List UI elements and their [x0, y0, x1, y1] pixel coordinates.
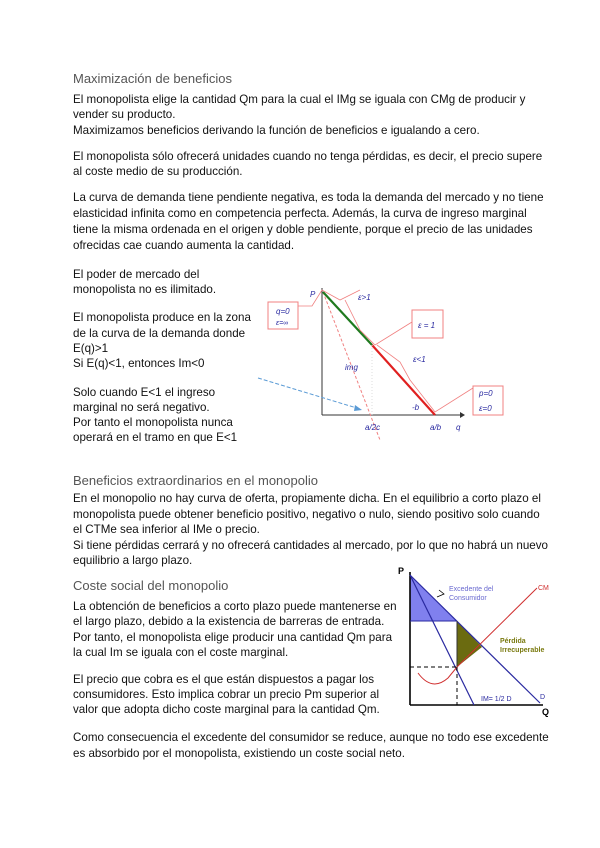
label-a2c: a/2c	[365, 423, 381, 432]
text-line: marginal no será negativo.	[73, 401, 210, 414]
text-line: El monopolista produce en la zona	[73, 311, 251, 324]
heading-coste-social: Coste social del monopolio	[73, 578, 229, 593]
label-e-gt1: ε>1	[358, 293, 371, 302]
text-line: operará en el tramo en que E<1	[73, 431, 238, 444]
text-line: La curva de demanda tiene pendiente negativa, es toda la demanda del mercado y no tiene	[73, 191, 544, 204]
label-e-lt1: ε<1	[413, 355, 426, 364]
label-e1: ε = 1	[418, 321, 436, 330]
text-line: elasticidad infinita como en competencia perfecta. Además, la curva de ingreso marginal	[73, 207, 527, 220]
axis-label-q: Q	[542, 707, 550, 717]
label-ab: a/b	[430, 423, 442, 432]
heading-maximizacion: Maximización de beneficios	[73, 71, 232, 86]
axis-label-q: q	[456, 423, 461, 432]
text-line: vender su producto.	[73, 108, 176, 121]
text-line: consumidores. Esto implica cobrar un precio Pm superior al	[73, 688, 380, 701]
label-d: D	[540, 694, 546, 701]
text-line: el CTMe sea inferior al IMe o precio.	[73, 523, 260, 536]
text-line: Por tanto el monopolista nunca	[73, 416, 233, 429]
text-line: E(q)>1	[73, 342, 109, 355]
text-line: Por tanto, el monopolista elige producir una cantidad Qm para	[73, 631, 393, 644]
text-line: Solo cuando E<1 el ingreso	[73, 386, 216, 399]
demand-elasticity-diagram	[255, 282, 505, 442]
text-line: monopolista puede obtener beneficio positivo, negativo o nulo, siendo positivo solo cuando	[73, 508, 540, 521]
label-im: IM= 1/2 D	[481, 696, 512, 703]
text-line: equilibrio a largo plazo.	[73, 554, 193, 567]
text-line: Como consecuencia el excedente del consumidor se reduce, aunque no todo ese excedente	[73, 731, 549, 744]
label-img: img	[345, 363, 358, 372]
label-neg-b: -b	[412, 403, 420, 412]
text-line: La obtención de beneficios a corto plazo puede mantenerse en	[73, 600, 397, 613]
text-line: En el monopolio no hay curva de oferta, propiamente dicha. En el equilibrio a corto plazo el	[73, 492, 541, 505]
label-excedente-1: Excedente del	[449, 586, 494, 593]
label-cm: CM	[538, 585, 549, 592]
label-q0: q=0	[276, 307, 290, 316]
text-line: El poder de mercado del	[73, 268, 200, 281]
text-line: la cual Im se iguala con el coste marginal.	[73, 646, 289, 659]
text-line: tiene la misma ordenada en el origen y doble pendiente, porque el precio de las unidades	[73, 223, 533, 236]
text-line: Si tiene pérdidas cerrará y no ofrecerá cantidades al mercado, por lo que no habrá un nuevo	[73, 539, 548, 552]
label-perdida-2: Irrecuperable	[500, 647, 545, 654]
text-line: Maximizamos beneficios derivando la función de beneficios e igualando a cero.	[73, 124, 480, 137]
label-excedente-2: Consumidor	[449, 595, 487, 602]
label-e0: ε=0	[479, 404, 492, 413]
text-line: El monopolista sólo ofrecerá unidades cuando no tenga pérdidas, es decir, el precio supere	[73, 150, 543, 163]
heading-beneficios-extraordinarios: Beneficios extraordinarios en el monopolio	[73, 473, 318, 488]
label-einf: ε=∞	[276, 320, 289, 327]
text-line: El precio que cobra es el que están dispuestos a pagar los	[73, 673, 374, 686]
axis-label-p: P	[310, 290, 316, 299]
text-line: ofrecidas cae cuando aumenta la cantidad.	[73, 239, 295, 252]
text-line: valor que adopta dicho coste marginal para la cantidad Qm.	[73, 703, 380, 716]
text-line: El monopolista elige la cantidad Qm para la cual el IMg se iguala con CMg de producir y	[73, 93, 526, 106]
text-line: el largo plazo, debido a la existencia de barreras de entrada.	[73, 615, 385, 628]
text-line: Si E(q)<1, entonces Im<0	[73, 357, 205, 370]
monopoly-social-cost-diagram	[392, 562, 557, 717]
text-line: es absorbido por el monopolista, existiendo un coste social neto.	[73, 747, 405, 760]
label-perdida-1: Pérdida	[500, 638, 526, 645]
text-line: de la curva de la demanda donde	[73, 327, 246, 340]
label-p0: p=0	[479, 389, 493, 398]
axis-label-p: P	[398, 566, 405, 576]
text-line: monopolista no es ilimitado.	[73, 283, 217, 296]
text-line: al coste medio de su producción.	[73, 165, 243, 178]
